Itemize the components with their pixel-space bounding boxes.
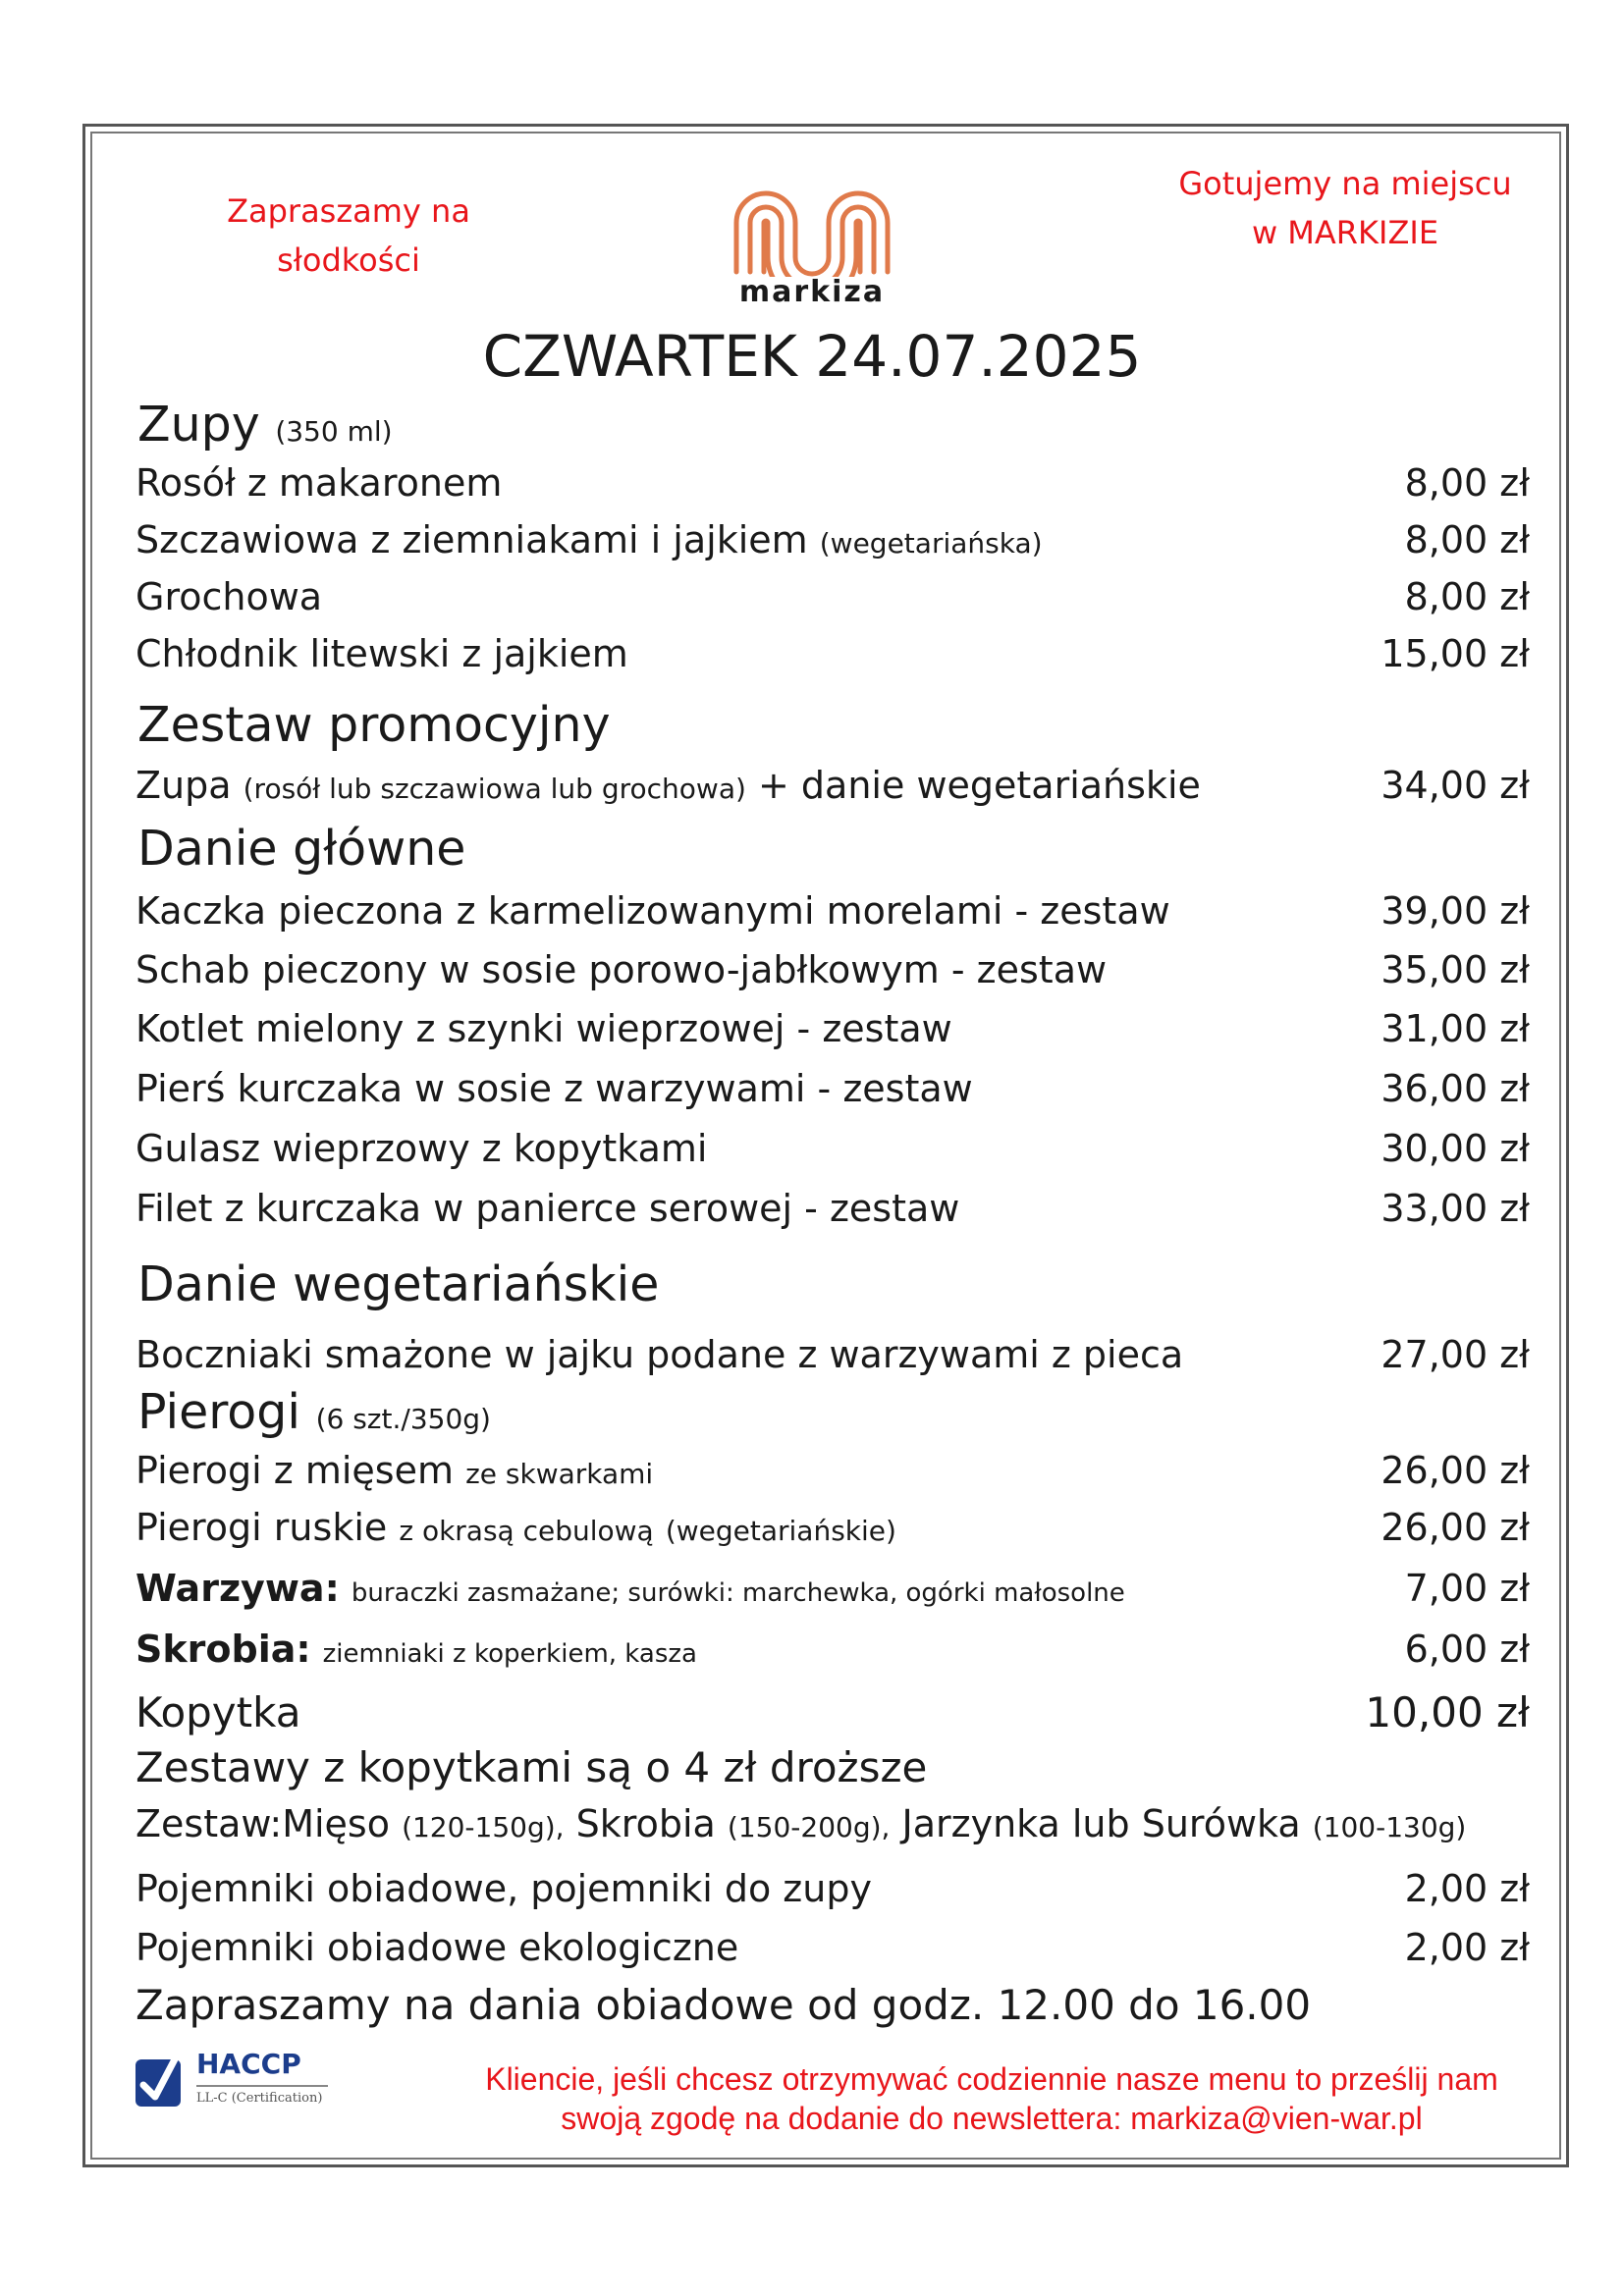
item-price: 7,00 zł xyxy=(1404,1567,1530,1610)
item-name-text: Szczawiowa z ziemniakami i jajkiem xyxy=(135,518,808,561)
item-name xyxy=(135,1567,1125,1610)
item-name: Kaczka pieczona z karmelizowanymi morelami - zestaw xyxy=(135,889,1170,933)
menu-item xyxy=(135,1506,1530,1561)
item-name xyxy=(135,1506,896,1549)
set-info-starch-weight: (150-200g), xyxy=(727,1811,891,1843)
section-veg-title: Danie wegetariańskie xyxy=(137,1256,660,1312)
item-price: 26,00 zł xyxy=(1380,1506,1530,1549)
brand-name: markiza xyxy=(738,275,886,309)
item-price: 33,00 zł xyxy=(1380,1187,1530,1230)
section-pierogi xyxy=(137,1384,491,1440)
haccp-check-icon xyxy=(134,2052,183,2109)
menu-item xyxy=(135,1187,1530,1242)
newsletter-line1: Kliencie, jeśli chcesz otrzymywać codziennie nasze menu to prześlij nam xyxy=(485,2061,1498,2097)
item-name: Pojemniki obiadowe ekologiczne xyxy=(135,1926,739,1969)
menu-item xyxy=(135,632,1530,687)
item-name xyxy=(135,1449,653,1492)
item-price: 35,00 zł xyxy=(1380,948,1530,991)
menu-item xyxy=(135,1007,1530,1062)
item-price: 39,00 zł xyxy=(1380,889,1530,933)
item-name-text: Pierogi z mięsem xyxy=(135,1449,454,1492)
item-name-text: Zupa xyxy=(135,764,232,807)
opening-hours: Zapraszamy na dania obiadowe od godz. 12.00 do 16.00 xyxy=(135,1981,1312,2029)
item-price: 27,00 zł xyxy=(1380,1333,1530,1376)
item-name: Boczniaki smażone w jajku podane z warzywami z pieca xyxy=(135,1333,1184,1376)
item-name xyxy=(135,1628,697,1671)
item-note: (wegetariańska) xyxy=(819,527,1043,560)
item-price: 31,00 zł xyxy=(1380,1007,1530,1050)
item-name: Schab pieczony w sosie porowo-jabłkowym - zestaw xyxy=(135,948,1108,991)
set-info-veg: Jarzynka lub Surówka xyxy=(901,1802,1301,1845)
item-desc: ziemniaki z koperkiem, kasza xyxy=(322,1639,697,1669)
set-info-veg-weight: (100-130g) xyxy=(1312,1811,1467,1843)
sweets-invitation-line2: słodkości xyxy=(277,241,420,279)
kopytka-note-row xyxy=(135,1743,1530,1798)
section-pierogi-title: Pierogi xyxy=(137,1384,300,1440)
item-note: ze skwarkami xyxy=(465,1458,654,1490)
menu-item xyxy=(135,1127,1530,1182)
menu-item-kopytka xyxy=(135,1688,1530,1743)
cooking-note-line1: Gotujemy na miejscu xyxy=(1178,165,1512,202)
item-price: 8,00 zł xyxy=(1404,518,1530,561)
section-promo-title: Zestaw promocyjny xyxy=(137,697,611,753)
menu-item xyxy=(135,1449,1530,1504)
set-info-row xyxy=(135,1802,1530,1857)
item-name xyxy=(135,764,1201,807)
item-price: 8,00 zł xyxy=(1404,575,1530,618)
item-name: Pierś kurczaka w sosie z warzywami - zestaw xyxy=(135,1067,973,1110)
item-note: z okrasą cebulową xyxy=(399,1515,654,1547)
haccp-subtitle: LL-C (Certification) xyxy=(196,2091,323,2106)
markiza-logo-icon xyxy=(729,169,895,277)
item-name xyxy=(135,518,1043,561)
section-soups-note: (350 ml) xyxy=(275,415,393,448)
menu-item xyxy=(135,461,1530,516)
menu-item-vegetables xyxy=(135,1567,1530,1622)
item-price: 10,00 zł xyxy=(1365,1688,1530,1736)
menu-item-starch xyxy=(135,1628,1530,1682)
set-info xyxy=(135,1802,1466,1845)
cooking-note xyxy=(1159,159,1532,257)
item-name: Filet z kurczaka w panierce serowej - zestaw xyxy=(135,1187,960,1230)
item-label: Warzywa: xyxy=(135,1567,340,1610)
sweets-invitation xyxy=(196,187,501,285)
section-pierogi-note: (6 szt./350g) xyxy=(315,1403,491,1435)
section-soups xyxy=(137,397,393,453)
menu-item xyxy=(135,518,1530,573)
item-note: (rosół lub szczawiowa lub grochowa) xyxy=(243,773,746,805)
set-info-meat: Zestaw:Mięso xyxy=(135,1802,390,1845)
item-name: Pojemniki obiadowe, pojemniki do zupy xyxy=(135,1867,872,1910)
kopytka-note: Zestawy z kopytkami są o 4 zł droższe xyxy=(135,1743,928,1791)
item-name: Kotlet mielony z szynki wieprzowej - zestaw xyxy=(135,1007,952,1050)
item-price: 30,00 zł xyxy=(1380,1127,1530,1170)
haccp-divider xyxy=(196,2085,328,2087)
item-name: Gulasz wieprzowy z kopytkami xyxy=(135,1127,708,1170)
item-name: Chłodnik litewski z jajkiem xyxy=(135,632,628,675)
item-name-text: Pierogi ruskie xyxy=(135,1506,400,1549)
cooking-note-line2: w MARKIZIE xyxy=(1251,214,1439,251)
set-info-meat-weight: (120-150g), xyxy=(402,1811,565,1843)
item-price: 34,00 zł xyxy=(1380,764,1530,807)
sweets-invitation-line1: Zapraszamy na xyxy=(227,192,470,230)
item-price: 2,00 zł xyxy=(1404,1867,1530,1910)
haccp-title: HACCP xyxy=(196,2048,301,2080)
menu-item xyxy=(135,764,1530,819)
item-price: 6,00 zł xyxy=(1404,1628,1530,1671)
menu-item xyxy=(135,1333,1530,1388)
menu-item xyxy=(135,948,1530,1003)
menu-item-container xyxy=(135,1926,1530,1981)
menu-date-title: CZWARTEK 24.07.2025 xyxy=(482,323,1142,390)
section-main-title: Danie główne xyxy=(137,821,466,877)
menu-item xyxy=(135,1067,1530,1122)
item-suffix: + danie wegetariańskie xyxy=(758,764,1201,807)
item-note-2: (wegetariańskie) xyxy=(665,1515,896,1547)
item-price: 36,00 zł xyxy=(1380,1067,1530,1110)
item-price: 26,00 zł xyxy=(1380,1449,1530,1492)
menu-item xyxy=(135,889,1530,944)
set-info-starch: Skrobia xyxy=(575,1802,716,1845)
item-label: Skrobia: xyxy=(135,1628,311,1671)
item-name: Rosół z makaronem xyxy=(135,461,503,505)
item-name: Kopytka xyxy=(135,1688,301,1736)
newsletter-note xyxy=(432,2059,1551,2138)
item-price: 8,00 zł xyxy=(1404,461,1530,505)
item-price: 2,00 zł xyxy=(1404,1926,1530,1969)
menu-item-container xyxy=(135,1867,1530,1922)
item-desc: buraczki zasmażane; surówki: marchewka, ogórki małosolne xyxy=(351,1578,1125,1608)
newsletter-line2: swoją zgodę na dodanie do newslettera: markiza@vien-war.pl xyxy=(561,2101,1423,2136)
menu-item xyxy=(135,575,1530,630)
item-name: Grochowa xyxy=(135,575,323,618)
item-price: 15,00 zł xyxy=(1380,632,1530,675)
section-soups-title: Zupy xyxy=(137,397,260,453)
